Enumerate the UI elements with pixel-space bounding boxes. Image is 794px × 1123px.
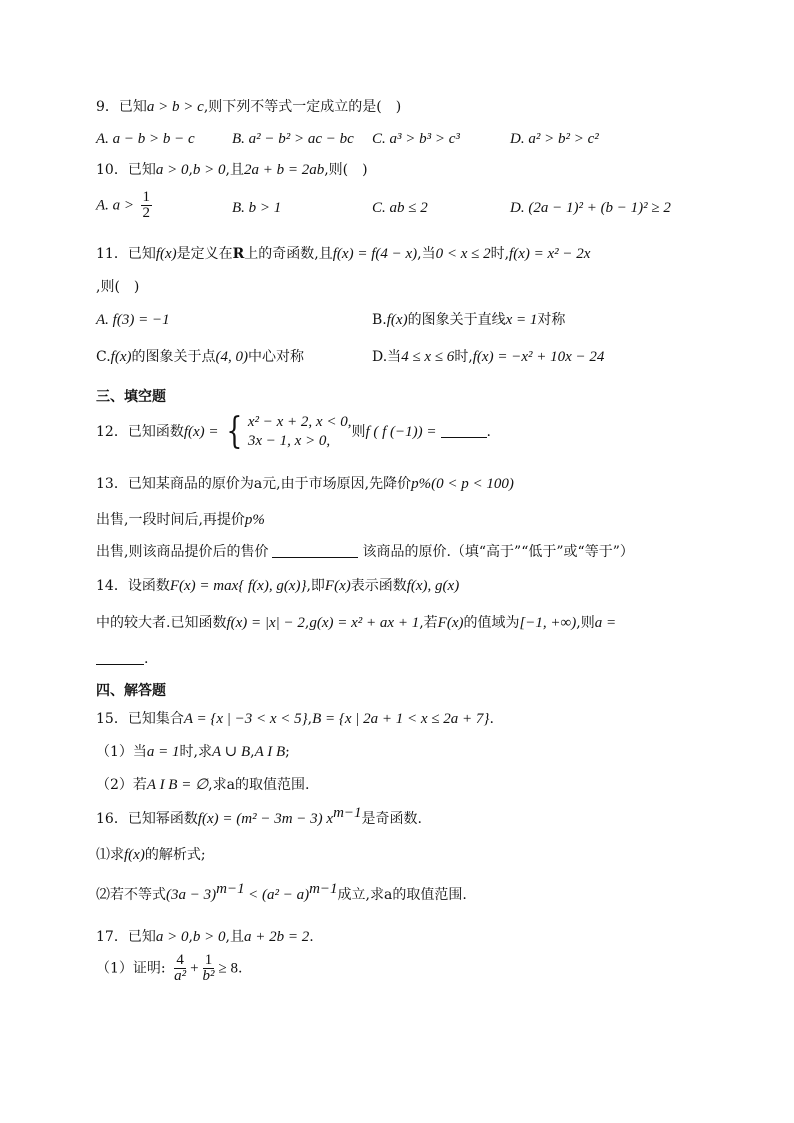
option-c: C. a³ > b³ > c³	[372, 131, 460, 147]
question-number: 11．	[96, 246, 128, 262]
question-9: 9．已知a > b > c,则下列不等式一定成立的是( )	[96, 99, 402, 115]
question-number: 14．	[96, 578, 128, 594]
question-12: 12．已知函数f(x) = { x² − x + 2, x < 0, 3x − 1, x > 0, 则f ( f (−1)) = .	[96, 411, 491, 452]
option-d: D.当4 ≤ x ≤ 6时,f(x) = −x² + 10x − 24	[372, 349, 605, 365]
option-c: C.f(x)的图象关于点(4, 0)中心对称	[96, 349, 304, 365]
question-10-options	[96, 190, 716, 226]
question-17: 17．已知a > 0,b > 0,且a + 2b = 2.	[96, 929, 314, 945]
question-11: 11．已知f(x)是定义在R上的奇函数,且f(x) = f(4 − x),当0 < x ≤ 2时,f(x) = x² − 2x	[96, 246, 591, 262]
option-b: B.f(x)的图象关于直线x = 1对称	[372, 312, 566, 328]
answer-blank[interactable]	[441, 423, 487, 438]
exam-page: 9．已知a > b > c,则下列不等式一定成立的是( ) A. a − b > b − c B. a² − b² > ac − bc C. a³ > b³ > c³ D. a² > b² > c² 10．已知a > 0,b > 0,且2a + b = 2ab,则( ) A. a > $\frac{1}{2}$ B. b > 1 C. ab ≤ 2 D. (2a − 1)² + (b − 1)² ≥ 2 11．已知f(x)是定义在R上的奇函数,且f(x) = f(4 − x),当0 < x ≤ 2时,f(x) = x² − 2x ,则( ) A. f(3) = −1 B.f(x)的图象关于直线x = 1对称 C.f(x)的图象关于点(4, 0)中心对称 D.当4 ≤ x ≤ 6时,f(x) = −x² + 10x − 24 三、填空题 12．已知函数f(x) = { x² − x + 2, x < 0, 3x − 1, x > 0, 则f ( f (−1)) = . 13．已知某商品的原价为a元,由于市场原因,先降价p%(0 < p < 100) 出售,一段时间后,再提价p% 出售,则该商品提价后的售价 该商品的原价.（填“高于”“低于”或“等于”） 14．设函数F(x) = max{ f(x), g(x)},即F(x)表示函数f(x), g(x) 中的较大者.已知函数f(x) = |x| − 2,g(x) = x² + ax + 1,若F(x)的值域为[−1, +∞),则a = . 四、解答题 15．已知集合A = {x | −3 < x < 5},B = {x | 2a + 1 < x ≤ 2a + 7}. （1）当a = 1时,求A ∪ B,A I B; （2）若A I B = ∅,求a的取值范围. 16．已知幂函数f(x) = (m² − 3m − 3) $x^{m-1}$是奇函数. ⑴求f(x)的解析式; ⑵若不等式$(3a - 3)^{m-1} < (a^2 - a)^{m-1}$成立,求a的取值范围. 17．已知a > 0,b > 0,且a + 2b = 2. （1）证明: $\frac{4}{\text{a²}}$ + $\frac{1}{\text{b²}}$ ≥ 8.	[0, 0, 794, 1123]
question-number: 9．	[96, 99, 119, 115]
section-heading-fill-in: 三、填空题	[96, 389, 166, 405]
question-number: 15．	[96, 711, 128, 727]
question-number: 13．	[96, 476, 128, 492]
option-d: D. (2a − 1)² + (b − 1)² ≥ 2	[510, 200, 671, 216]
answer-blank[interactable]	[96, 650, 144, 665]
option-a: A. a > $\frac{1}{2}$	[96, 189, 150, 221]
section-heading-solutions: 四、解答题	[96, 683, 166, 699]
question-number: 10．	[96, 162, 128, 178]
question-10: 10．已知a > 0,b > 0,且2a + b = 2ab,则( )	[96, 162, 368, 178]
question-16: 16．已知幂函数f(x) = (m² − 3m − 3) $x^{m-1}$是奇函数.	[96, 805, 422, 827]
option-a: A. a − b > b − c	[96, 131, 195, 147]
option-a: A. f(3) = −1	[96, 312, 170, 328]
option-c: C. ab ≤ 2	[372, 200, 428, 216]
question-number: 16．	[96, 811, 128, 827]
option-b: B. a² − b² > ac − bc	[232, 131, 354, 147]
piecewise-function: { x² − x + 2, x < 0, 3x − 1, x > 0,	[226, 411, 352, 452]
option-d: D. a² > b² > c²	[510, 131, 599, 147]
question-15: 15．已知集合A = {x | −3 < x < 5},B = {x | 2a + 1 < x ≤ 2a + 7}.	[96, 711, 494, 727]
question-number: 17．	[96, 929, 128, 945]
option-b: B. b > 1	[232, 200, 282, 216]
answer-blank[interactable]	[272, 543, 358, 558]
question-13: 13．已知某商品的原价为a元,由于市场原因,先降价p%(0 < p < 100)	[96, 476, 514, 492]
question-number: 12．	[96, 424, 128, 440]
question-14: 14．设函数F(x) = max{ f(x), g(x)},即F(x)表示函数f(x), g(x)	[96, 578, 460, 594]
